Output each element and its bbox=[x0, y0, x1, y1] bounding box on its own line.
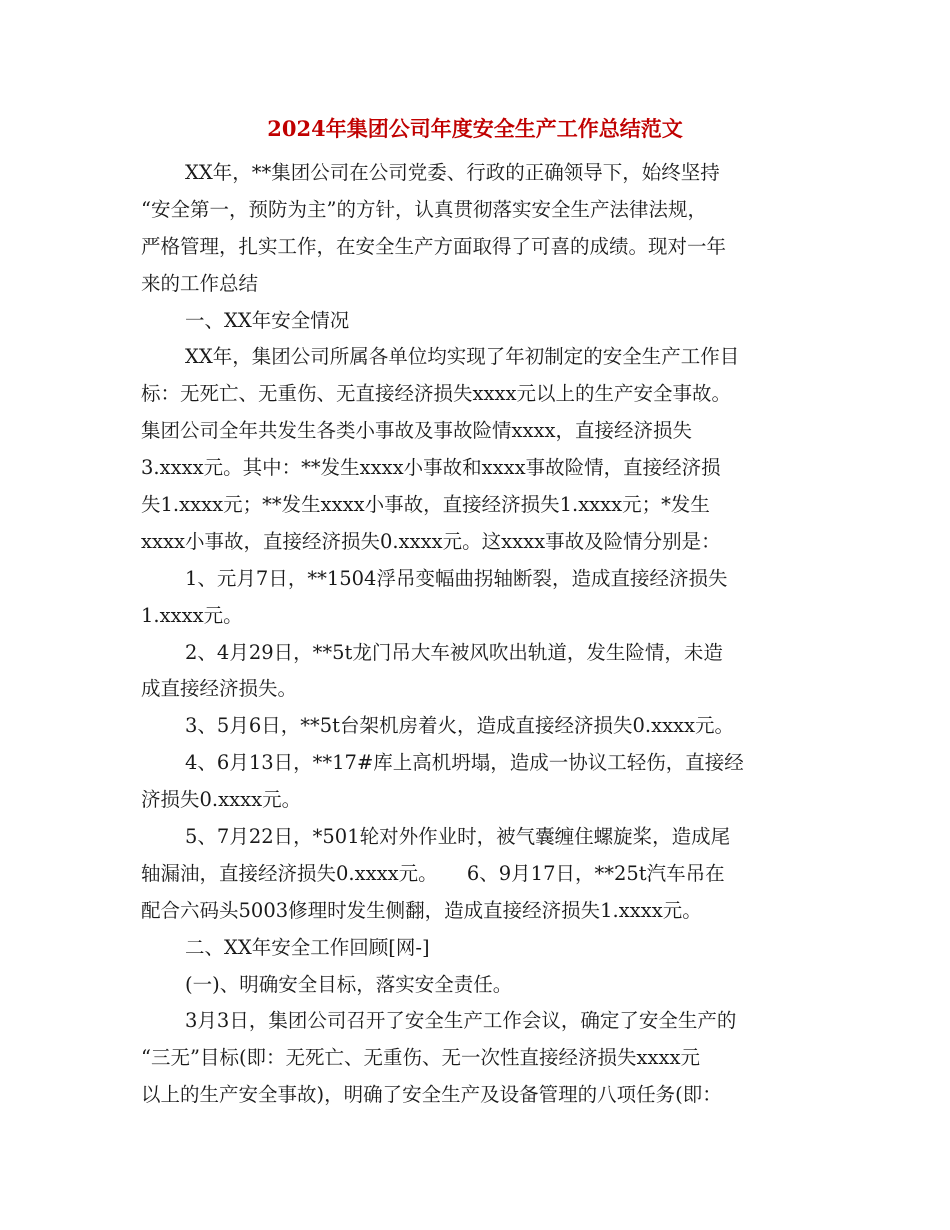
text-line: 3.xxxx元。其中：**发生xxxx小事故和xxxx事故险情，直接经济损 bbox=[141, 456, 721, 480]
text-line: 来的工作总结 bbox=[141, 271, 259, 295]
text-line: XX年，集团公司所属各单位均实现了年初制定的安全生产工作目 bbox=[185, 345, 740, 369]
text-line: “安全第一，预防为主”的方针，认真贯彻落实安全生产法律法规， bbox=[141, 197, 707, 221]
document-body bbox=[141, 155, 811, 1114]
text-line: 5、7月22日，*501轮对外作业时，被气囊缠住螺旋桨，造成尾 bbox=[185, 825, 731, 849]
text-line: “三无”目标(即：无死亡、无重伤、无一次性直接经济损失xxxx元 bbox=[141, 1046, 701, 1070]
text-line: 配合六码头5003修理时发生侧翻，造成直接经济损失1.xxxx元。 bbox=[141, 898, 702, 922]
text-line: XX年，**集团公司在公司党委、行政的正确领导下，始终坚持 bbox=[185, 161, 720, 184]
text-line: 轴漏油，直接经济损失0.xxxx元。 6、9月17日，**25t汽车吊在 bbox=[141, 861, 725, 885]
text-line: 成直接经济损失。 bbox=[141, 677, 298, 701]
text-line: 标：无死亡、无重伤、无直接经济损失xxxx元以上的生产安全事故。 bbox=[141, 382, 731, 406]
text-line: 1、元月7日，**1504浮吊变幅曲拐轴断裂，造成直接经济损失 bbox=[185, 566, 728, 590]
section-heading: 二、XX年安全工作回顾[网-] bbox=[185, 935, 430, 959]
text-line: 2、4月29日，**5t龙门吊大车被风吹出轨道，发生险情，未造 bbox=[185, 640, 723, 664]
text-line: 4、6月13日，**17#库上高机坍塌，造成一协议工轻伤，直接经 bbox=[185, 751, 744, 775]
text-line: 集团公司全年共发生各类小事故及事故险情xxxx，直接经济损失 bbox=[141, 419, 692, 443]
text-line: 严格管理，扎实工作，在安全生产方面取得了可喜的成绩。现对一年 bbox=[141, 234, 727, 258]
text-line: 以上的生产安全事故)，明确了安全生产及设备管理的八项任务(即： bbox=[141, 1083, 722, 1107]
section-heading: 一、XX年安全情况 bbox=[185, 308, 350, 332]
text-line: 3月3日，集团公司召开了安全生产工作会议，确定了安全生产的 bbox=[185, 1009, 737, 1033]
text-line: 1.xxxx元。 bbox=[141, 603, 243, 627]
subsection-heading: (一)、明确安全目标，落实安全责任。 bbox=[185, 972, 513, 996]
text-line: 失1.xxxx元；**发生xxxx小事故，直接经济损失1.xxxx元；*发生 bbox=[141, 493, 710, 517]
document-title: 2024年集团公司年度安全生产工作总结范文 bbox=[267, 116, 683, 141]
text-line: 3、5月6日，**5t台架机房着火，造成直接经济损失0.xxxx元。 bbox=[185, 714, 735, 738]
text-line: 济损失0.xxxx元。 bbox=[141, 788, 302, 812]
text-line: xxxx小事故，直接经济损失0.xxxx元。这xxxx事故及险情分别是： bbox=[141, 529, 721, 553]
